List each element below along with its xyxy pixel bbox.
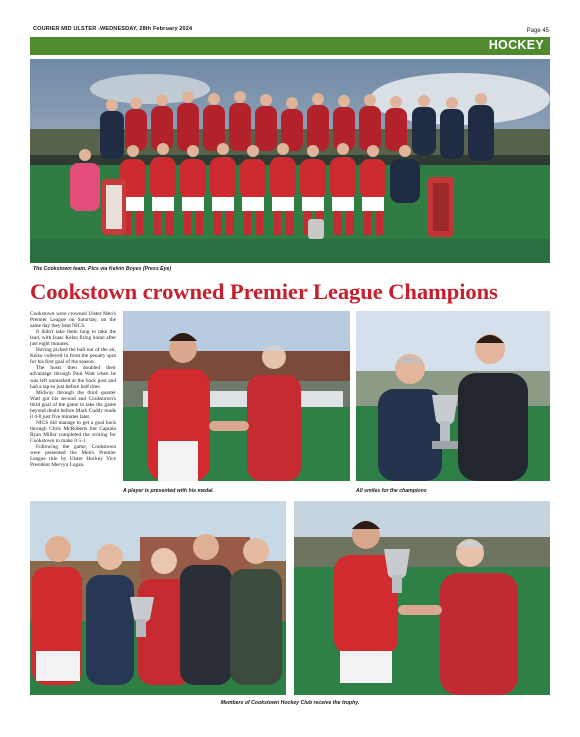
article-headline: Cookstown crowned Premier League Champions (30, 279, 498, 304)
trophy-group-photo (30, 501, 286, 695)
champions-smile-photo (356, 311, 550, 481)
article-paragraph: Midway through the third quarter Watt got his second and Cookstown's third goal of the game to take the game beyond doubt before Mark Cuddy made it 4-0 just five minutes later. (30, 389, 116, 420)
article-paragraph: Following the game, Cookstown were presented the Men's Premier League title by Ulster Hockey Vice President Mervyn Logan. (30, 444, 116, 469)
article-paragraph: It didn't take them long to take the lead, with Isaac Kelso firing home after just eight minutes. (30, 329, 116, 348)
section-bar (30, 37, 550, 55)
smiles-photo-caption: All smiles for the champions (356, 488, 427, 494)
medal-photo (123, 311, 350, 481)
article-body (30, 311, 116, 468)
page-number: Page 45 (526, 28, 549, 34)
team-photo-caption: The Cookstown team. Pics via Kelvin Boyes (Press Eye) (33, 266, 172, 272)
medal-photo-caption: A player is presented with his medal. (123, 488, 214, 494)
trophy-photo-caption: Members of Cookstown Hockey Club receive the trophy. (220, 700, 360, 706)
article-paragraph: Having picked the ball out of the air, Kelso volleyed in from the penalty spot for his first goal of the season. (30, 347, 116, 366)
section-title: HOCKEY (488, 38, 544, 52)
masthead: COURIER MID ULSTER -WEDNESDAY, 28th February 2024 (33, 26, 193, 32)
article-paragraph: The hosts then doubled their advantage through Paul Watt when he was left unmarked at the back post and had a tap-in just before half time. (30, 365, 116, 390)
article-paragraph: Cookstown were crowned Ulster Men's Premier League on Saturday, on the same day they beat NICS. (30, 311, 116, 330)
team-photo (30, 59, 550, 263)
trophy-handover-photo (294, 501, 550, 695)
article-paragraph: NICS did manage to get a goal back through Chris McRoberts but Captain Ryan Millar completed the scoring for Cookstown to make it 5-1. (30, 419, 116, 444)
